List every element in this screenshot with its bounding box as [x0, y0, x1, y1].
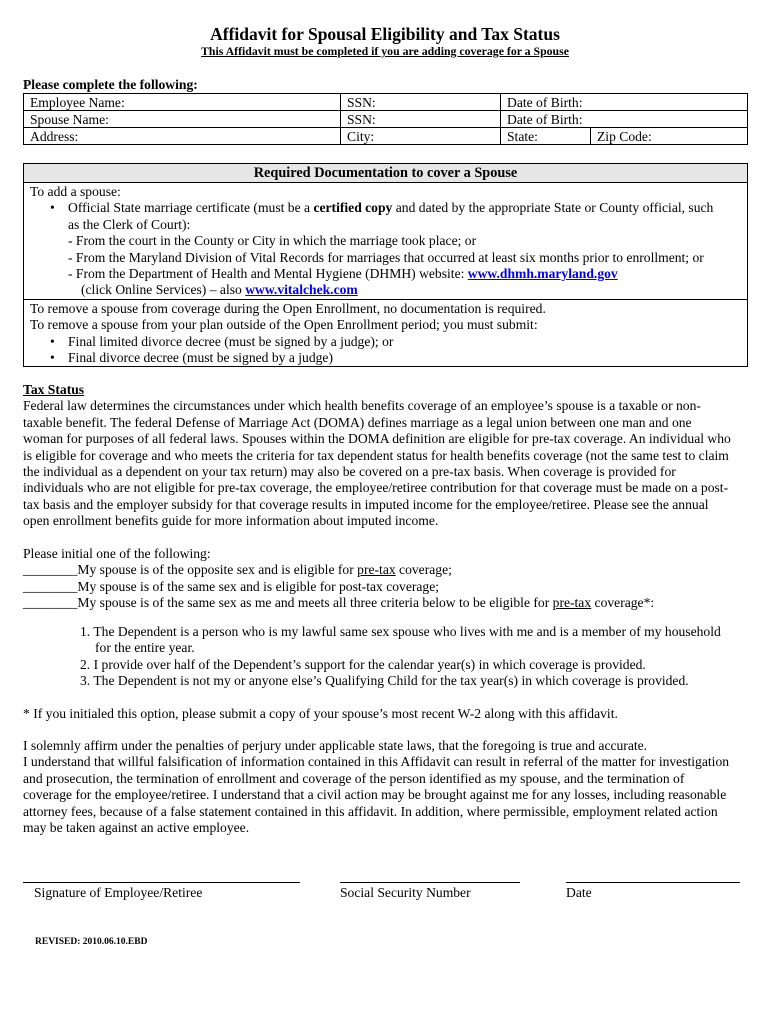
bullet-text: Official State marriage certificate (must be a — [68, 200, 314, 216]
initial-blank[interactable]: ________ — [23, 595, 78, 611]
ssn-signature-line[interactable] — [340, 882, 520, 883]
option-text: coverage*: — [591, 595, 655, 611]
date-signature-line[interactable] — [566, 882, 740, 883]
list-item: 3. The Dependent is not my or anyone else’s Qualifying Child for the tax year(s) in which coverage is provided. — [80, 673, 689, 689]
option-underlined: pre-tax — [357, 562, 396, 578]
employee-dob-field[interactable]: Date of Birth: — [501, 94, 748, 111]
footnote: * If you initialed this option, please submit a copy of your spouse’s most recent W-2 along with this affidavit. — [23, 706, 618, 721]
zip-code-field[interactable]: Zip Code: — [591, 128, 748, 145]
initial-option-1 — [23, 562, 753, 578]
add-intro: To add a spouse: — [30, 184, 121, 199]
bullet-text: and dated by the appropriate State or County official, such — [392, 200, 714, 216]
initial-option-3 — [23, 595, 753, 611]
address-field[interactable]: Address: — [24, 128, 341, 145]
paragraph-line: I solemnly affirm under the penalties of perjury under applicable state laws, that the foregoing is true and accurate. — [23, 738, 648, 753]
city-field[interactable]: City: — [341, 128, 501, 145]
paragraph-line: attorney fees, because of a false statement contained in this affidavit. In addition, where permissible, employment related action — [23, 803, 718, 819]
tax-status-heading: Tax Status — [23, 382, 85, 397]
option-text: My spouse is of the opposite sex and is eligible for — [77, 562, 358, 578]
employee-signature-label: Signature of Employee/Retiree — [34, 885, 203, 900]
option-text: My spouse is of the same sex as me and meets all three criteria below to be eligible for — [77, 595, 553, 611]
table-row — [24, 111, 748, 128]
list-item: - From the court in the County or City in which the marriage took place; or — [68, 233, 477, 249]
paragraph-line: I understand that willful falsification of information contained in this Affidavit can result in referral of the matter for investigation — [23, 754, 730, 770]
remove-text: To remove a spouse from coverage during the Open Enrollment, no documentation is required. — [30, 300, 546, 316]
initial-blank[interactable]: ________ — [23, 578, 78, 594]
documentation-heading: Required Documentation to cover a Spouse — [24, 164, 747, 183]
paragraph-line: may be taken against an active employee. — [23, 820, 250, 836]
paragraph-line: coverage for the employee/retiree. I understand that a civil action may be brought against me for any losses, including reasonable — [23, 787, 727, 803]
table-row — [24, 94, 748, 111]
ssn-signature-label: Social Security Number — [340, 885, 471, 900]
state-field[interactable]: State: — [501, 128, 591, 145]
employee-name-field[interactable]: Employee Name: — [24, 94, 341, 111]
date-signature-label: Date — [566, 885, 592, 900]
subtitle-text: This Affidavit must be completed if you are adding coverage for a Spouse — [201, 44, 569, 58]
employee-ssn-field[interactable]: SSN: — [341, 94, 501, 111]
paragraph-line: woman for purposes of all federal laws. Spouses within the DOMA definition are eligible for pre-tax coverage. An individual who — [23, 431, 731, 447]
paragraph-line: open enrollment benefits guide for more information about imputed income. — [23, 513, 439, 529]
employee-signature-line[interactable] — [23, 882, 300, 883]
add-spouse-section — [24, 183, 747, 299]
paragraph-line: Federal law determines the circumstances under which health benefits coverage of an employee’s spouse is a taxable or non- — [23, 398, 701, 414]
paragraph-line: and prosecution, the termination of enrollment and coverage of the person identified as my spouse, and the termination of — [23, 770, 685, 786]
initial-option-2 — [23, 579, 753, 595]
option-underlined: pre-tax — [552, 595, 592, 611]
paragraph-line: is eligible for coverage and who meets the criteria for tax dependent status for health benefits coverage (not the same test to claim — [23, 447, 729, 463]
bullet-continuation: as the Clerk of Court): — [68, 216, 191, 232]
spouse-dob-field[interactable]: Date of Birth: — [501, 111, 748, 128]
list-item-continuation — [30, 282, 741, 298]
table-row — [24, 128, 748, 145]
list-item: 1. The Dependent is a person who is my lawful same sex spouse who lives with me and is a member of my household — [80, 624, 721, 639]
list-item-continuation: for the entire year. — [95, 640, 195, 656]
list-item: - From the Maryland Division of Vital Records for marriages that occurred at least six months prior to enrollment; or — [68, 249, 704, 265]
option-text: My spouse is of the same sex and is eligible for post-tax coverage; — [77, 578, 440, 594]
revised-label: REVISED: 2010.06.10.EBD — [35, 937, 148, 947]
document-title: Affidavit for Spousal Eligibility and Tax Status — [210, 24, 560, 44]
spouse-ssn-field[interactable]: SSN: — [341, 111, 501, 128]
document-subtitle — [0, 44, 770, 59]
initials-intro: Please initial one of the following: — [23, 546, 211, 561]
paragraph-line: tax basis and the employer subsidy for that coverage results in imputed income for the employee/retiree. Please see the annual — [23, 496, 709, 512]
list-item — [30, 200, 741, 216]
paragraph-line: individuals who are not eligible for pre-tax coverage, the employee/retiree contribution for that coverage must be made on a post- — [23, 480, 729, 496]
documentation-box — [23, 163, 748, 367]
list-item: • Final limited divorce decree (must be signed by a judge); or — [30, 334, 741, 350]
dhmh-link[interactable]: www.dhmh.maryland.gov — [467, 266, 618, 282]
bullet-bold-text: certified copy — [313, 200, 393, 216]
paragraph-line: the individual as a dependent on your tax return) may also be covered on a pre-tax basis. When coverage is provided for — [23, 464, 676, 480]
dash-text: (click Online Services) – also — [81, 282, 246, 298]
info-form-heading: Please complete the following: — [23, 77, 198, 92]
spouse-name-field[interactable]: Spouse Name: — [24, 111, 341, 128]
affirmation-section — [23, 738, 753, 836]
dash-text: - From the Department of Health and Mental Hygiene (DHMH) website: — [68, 266, 468, 282]
initial-blank[interactable]: ________ — [23, 562, 78, 578]
vitalchek-link[interactable]: www.vitalchek.com — [245, 282, 358, 298]
option-text: coverage; — [395, 562, 452, 578]
initials-section — [23, 546, 753, 612]
paragraph-line: taxable benefit. The federal Defense of Marriage Act (DOMA) defines marriage as a legal union between one man and one — [23, 414, 692, 430]
info-form-table — [23, 93, 748, 145]
tax-status-section — [23, 382, 753, 530]
list-item — [30, 266, 741, 282]
criteria-list — [80, 624, 770, 690]
remove-spouse-section — [24, 299, 747, 367]
list-item: 2. I provide over half of the Dependent’s support for the calendar year(s) in which coverage is provided. — [80, 656, 646, 672]
list-item: • Final divorce decree (must be signed by a judge) — [30, 350, 741, 366]
remove-text: To remove a spouse from your plan outside of the Open Enrollment period; you must submit: — [30, 317, 538, 333]
